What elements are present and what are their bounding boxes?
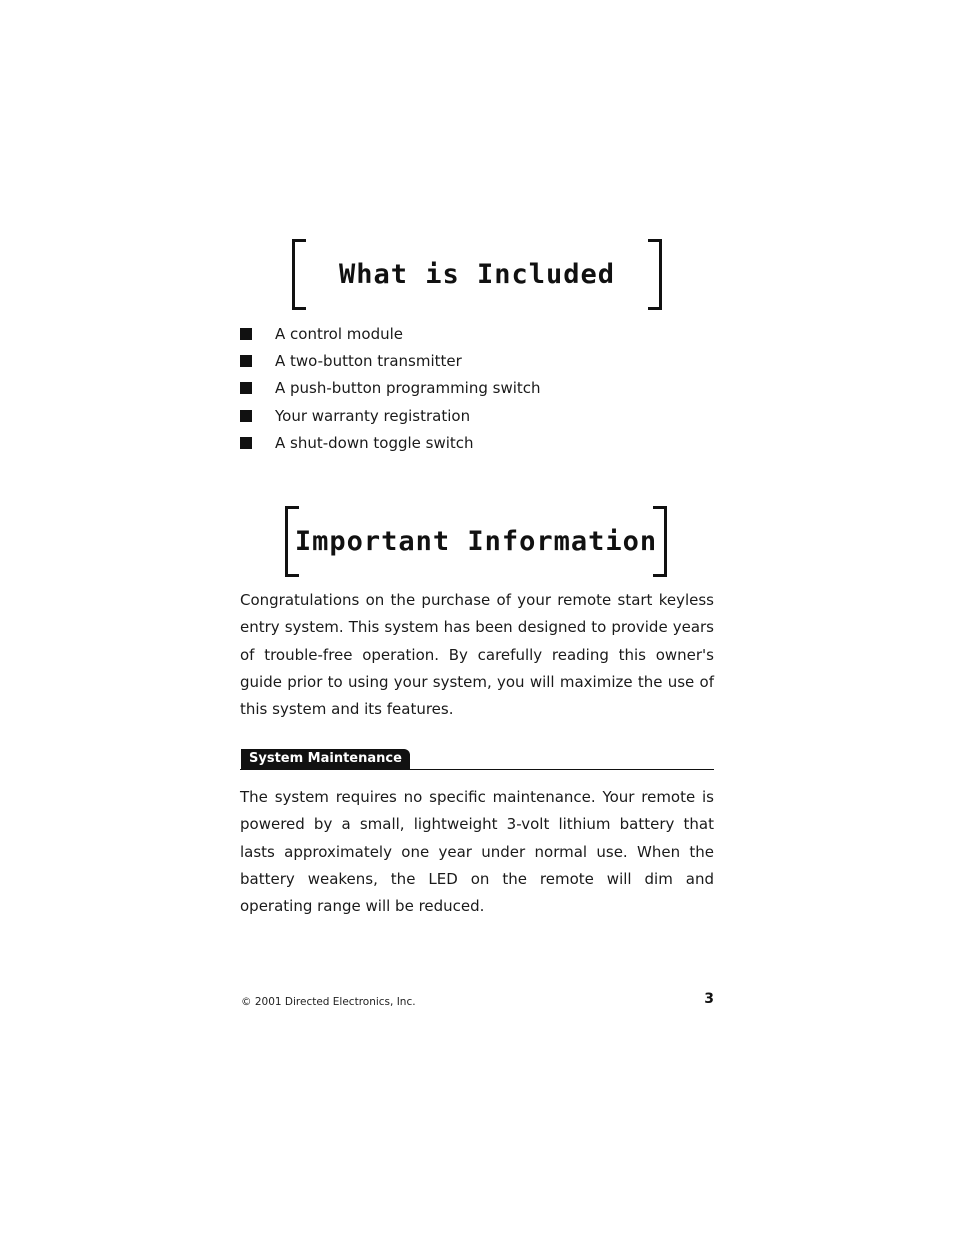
- intro-paragraph: Congratulations on the purchase of your remote start keyless entry system. This system has been designed to provide years of trouble-free operation. By carefully reading this owner's guide prior to using your system, you will maximize the use of this system and its features.: [240, 591, 714, 719]
- square-bullet-icon: [240, 410, 252, 422]
- square-bullet-icon: [240, 382, 252, 394]
- important-information-title: Important Information: [294, 526, 658, 557]
- square-bullet-icon: [240, 355, 252, 367]
- system-maintenance-title: System Maintenance: [241, 749, 410, 769]
- copyright-notice: © 2001 Directed Electronics, Inc.: [241, 996, 416, 1008]
- left-bracket: [292, 239, 306, 310]
- left-bracket: [285, 506, 299, 577]
- list-item-text: A push-button programming switch: [275, 379, 541, 398]
- list-item: [240, 375, 541, 402]
- system-maintenance-header: [240, 748, 714, 770]
- list-item: [240, 320, 541, 347]
- list-item-text: A control module: [275, 324, 404, 343]
- list-item-text: Your warranty registration: [275, 406, 471, 425]
- included-items-list: [240, 320, 541, 456]
- list-item: [240, 347, 541, 374]
- list-item-text: A two-button transmitter: [275, 351, 462, 370]
- square-bullet-icon: [240, 328, 252, 340]
- square-bullet-icon: [240, 437, 252, 449]
- what-is-included-heading: [292, 239, 662, 310]
- right-bracket: [653, 506, 667, 577]
- what-is-included-title: What is Included: [338, 259, 616, 290]
- maintenance-paragraph: The system requires no specific maintenance. Your remote is powered by a small, lightweight 3-volt lithium battery that lasts approximately one year under normal use. When the battery weakens, the LED on the remote will dim and operating range will be reduced.: [240, 788, 714, 916]
- page-number: 3: [704, 991, 714, 1007]
- important-information-heading: [285, 506, 667, 577]
- right-bracket: [648, 239, 662, 310]
- list-item-text: A shut-down toggle switch: [275, 433, 474, 452]
- list-item: [240, 402, 541, 429]
- list-item: [240, 429, 541, 456]
